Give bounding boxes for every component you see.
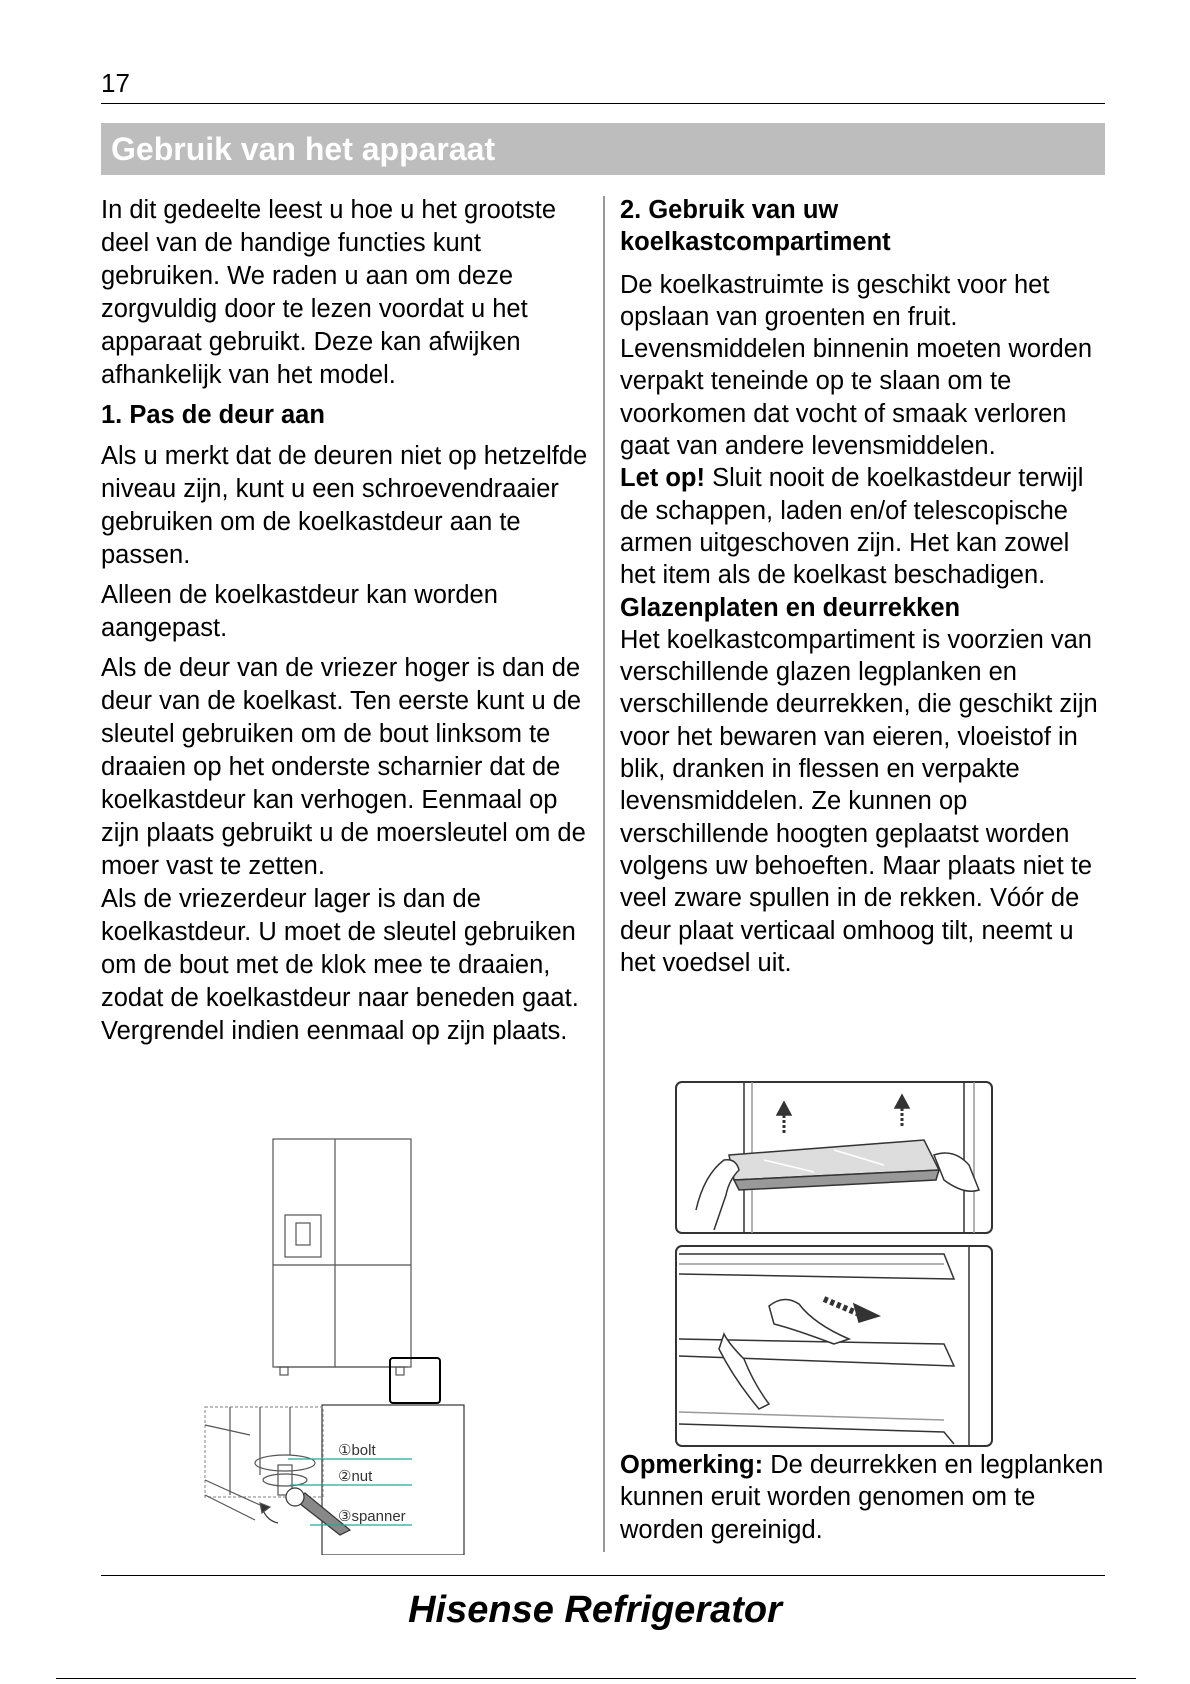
top-rule [101, 103, 1105, 104]
warning-label: Let op! [620, 464, 705, 493]
door-adjust-paragraph-1: Als u merkt dat de deuren niet op hetzelfde niveau zijn, kunt u een schroevendraaier gebruiken om de koelkastdeur aan te passen. [101, 442, 588, 569]
compartment-heading: 2. Gebruik van uw koelkastcompartiment [620, 196, 891, 257]
intro-paragraph: In dit gedeelte leest u hoe u het grootste deel van de handige functies kunt gebruiken. We raden u aan om deze zorgvuldig door te lezen voordat u het apparaat gebruikt. Deze kan afwijken afhankelijk van het model. [101, 196, 557, 389]
door-adjust-paragraph-2: Alleen de koelkastdeur kan worden aangepast. [101, 581, 498, 642]
bottom-rule [101, 1575, 1105, 1576]
door-adjust-paragraph-3: Als de deur van de vriezer hoger is dan de deur van de koelkast. Ten eerste kunt u de sleutel gebruiken om de bout linksom te draaien op het onderste scharnier dat de koelkastdeur kan verhogen. Eenmaal op zijn plaats gebruikt u de moersleutel om de moer vast te zetten. [101, 654, 586, 880]
glass-shelf-figure [674, 1244, 994, 1448]
glass-shelves-heading: Glazenplaten en deurrekken [620, 593, 961, 622]
door-shelf-figure [674, 1080, 994, 1235]
warning-text: Sluit nooit de koelkastdeur terwijl de schappen, laden en/of telescopische armen uitgeschoven zijn. Het kan zowel het item als de koelkast beschadigen. [620, 464, 1084, 590]
door-adjust-heading: 1. Pas de deur aan [101, 401, 325, 429]
remark-text: De deurrekken en legplanken kunnen eruit worden genomen om te worden gereinigd. [620, 1451, 1104, 1544]
page-number: 17 [101, 68, 130, 98]
bolt-label: ①bolt [338, 1442, 376, 1459]
remark-label: Opmerking: [620, 1451, 764, 1479]
left-column [101, 194, 596, 1055]
column-divider [603, 196, 605, 1552]
fridge-hinge-figure [200, 1135, 470, 1555]
footer-rule [56, 1678, 1136, 1679]
remark-block [620, 1449, 1110, 1546]
right-column [620, 194, 1110, 979]
spanner-label: ③spanner [338, 1508, 406, 1525]
footer-brand: Hisense Refrigerator [408, 1589, 782, 1631]
section-title: Gebruik van het apparaat [111, 131, 496, 167]
nut-label: ②nut [338, 1468, 373, 1485]
remark-paragraph [620, 1449, 1110, 1546]
compartment-paragraph: De koelkastruimte is geschikt voor het opslaan van groenten en fruit. Levensmiddelen binnenin moeten worden verpakt teneinde op te slaan om te voorkomen dat vocht of smaak verloren gaat van andere levensmiddelen. [620, 270, 1093, 461]
section-banner [101, 123, 1105, 175]
glass-shelves-paragraph: Het koelkastcompartiment is voorzien van verschillende glazen legplanken en verschillende deurrekken, die geschikt zijn voor het bewaren van eieren, vloeistof in blik, dranken in flessen en verpakte levensmiddelen. Ze kunnen op verschillende hoogten geplaatst worden volgens uw behoeften. Maar plaats niet te veel zware spullen in de rekken. Vóór de deur plaat verticaal omhoog tilt, neemt u het voedsel uit. [620, 625, 1098, 977]
warning-paragraph [620, 462, 1110, 591]
fridge-outline [273, 1139, 411, 1367]
door-adjust-paragraph-4: Als de vriezerdeur lager is dan de koelkastdeur. U moet de sleutel gebruiken om de bout met de klok mee te draaien, zodat de koelkastdeur naar beneden gaat. Vergrendel indien eenmaal op zijn plaats. [101, 885, 579, 1045]
